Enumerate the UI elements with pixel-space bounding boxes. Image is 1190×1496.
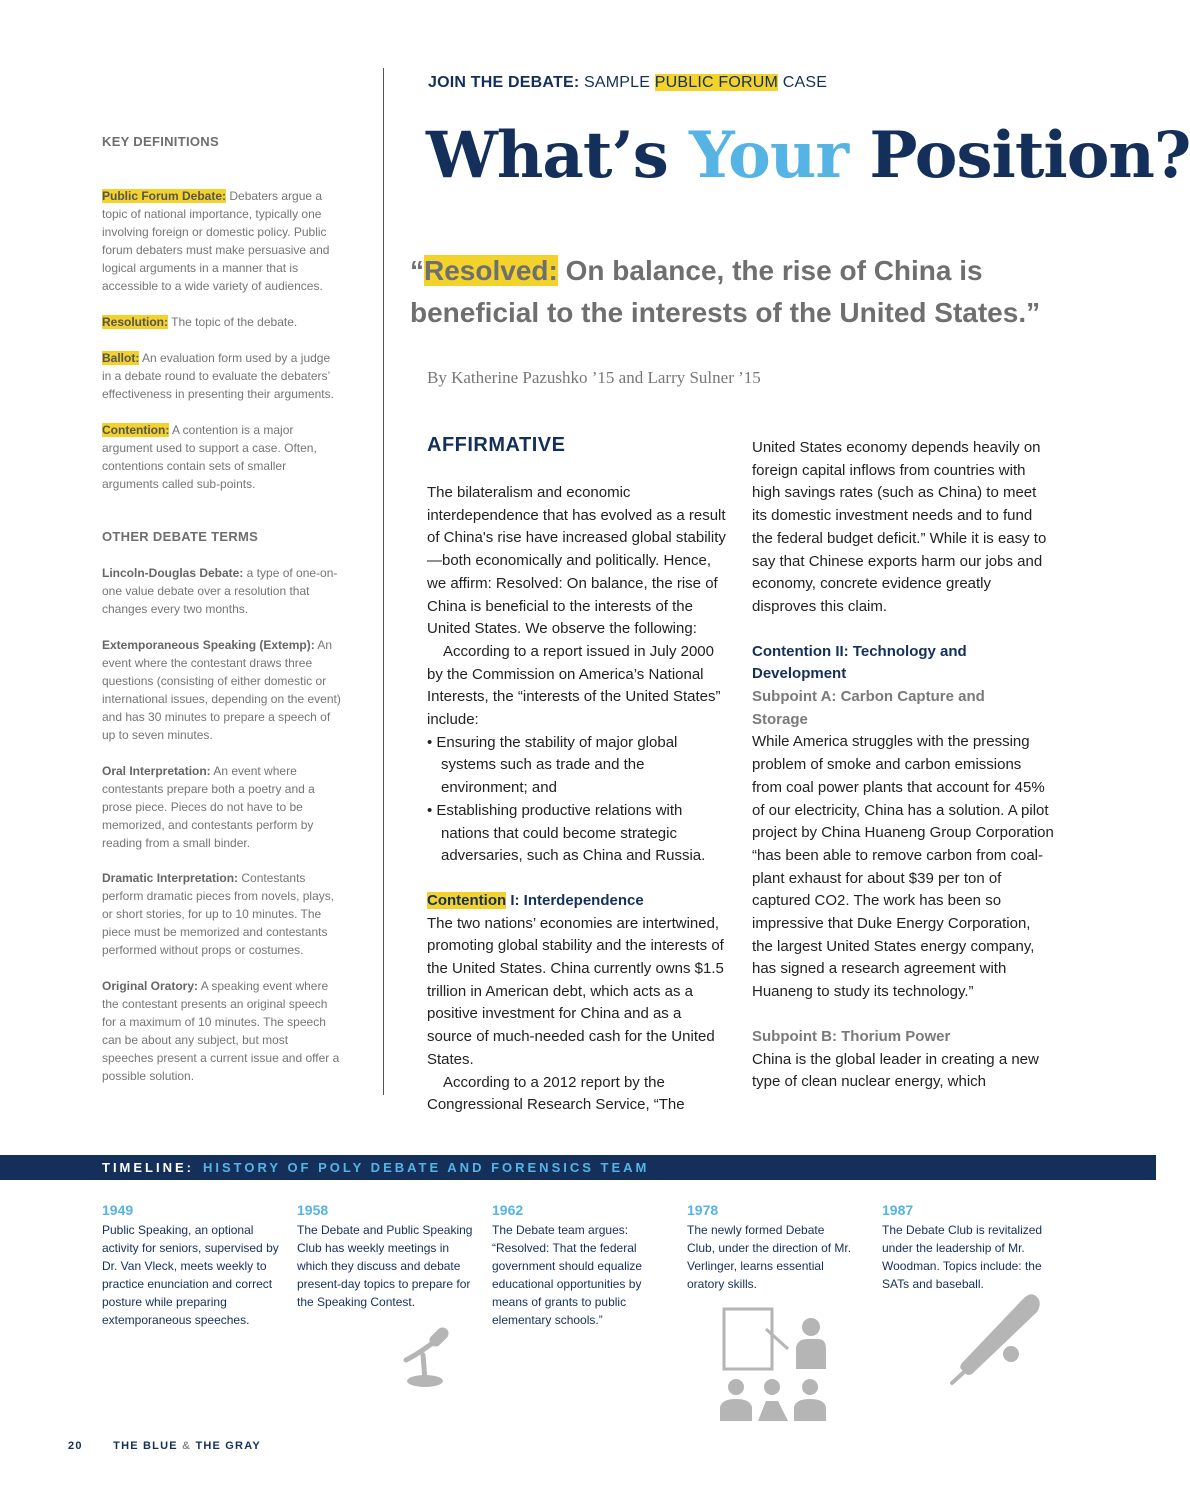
timeline-entry bbox=[297, 1202, 477, 1311]
affirmative-heading: AFFIRMATIVE bbox=[427, 434, 566, 456]
publication-name: THE BLUE & THE GRAY bbox=[113, 1440, 261, 1452]
term-oral-interpretation: Oral Interpretation: An event where contestants prepare both a poetry and a prose piece. Pieces do not have to be memorized, and contestants perform by reading from a small binder. bbox=[102, 764, 315, 850]
column-divider bbox=[383, 68, 384, 1095]
byline: By Katherine Pazushko ’15 and Larry Sulner ’15 bbox=[427, 368, 761, 387]
timeline-year: 1987 bbox=[882, 1202, 914, 1218]
paragraph: According to a 2012 report by the Congressional Research Service, “The bbox=[427, 1073, 685, 1114]
definition-ballot: Ballot: An evaluation form used by a judge in a debate round to evaluate the debaters’ effectiveness in presenting their arguments. bbox=[102, 351, 334, 401]
article-column-2 bbox=[752, 437, 1054, 1094]
timeline-text: The Debate and Public Speaking Club has weekly meetings in which they discuss and debate present-day topics to prepare for the Speaking Contest. bbox=[297, 1223, 473, 1309]
timeline-entry bbox=[492, 1202, 657, 1329]
paragraph: United States economy depends heavily on foreign capital inflows from countries with high savings rates (such as China) to meet its domestic investment needs and to fund the federal budget deficit.” While it is easy to say that Chinese exports harm our jobs and economy, concrete evidence greatly disproves this claim. bbox=[752, 439, 1047, 615]
timeline-entry bbox=[687, 1202, 852, 1293]
timeline-year: 1962 bbox=[492, 1202, 524, 1218]
subpoint-b-heading: Subpoint B: Thorium Power bbox=[752, 1027, 951, 1045]
paragraph: The bilateralism and economic interdependence that has evolved as a result of China's rise have increased global stability—both economically and politically. Hence, we affirm: Resolved: On balance, the rise of China is beneficial to the interests of the United States. We observe the following: bbox=[427, 484, 726, 638]
page-footer bbox=[68, 1440, 261, 1452]
section-kicker: JOIN THE DEBATE: SAMPLE PUBLIC FORUM CASE bbox=[428, 74, 828, 91]
timeline-bar bbox=[0, 1155, 1156, 1180]
list-item: • Establishing productive relations with nations that could become strategic adversaries, such as China and Russia. bbox=[427, 801, 706, 865]
term-original-oratory: Original Oratory: A speaking event where the contestant presents an original speech for a maximum of 10 minutes. The speech can be about any subject, but most speeches present a current issue and offer a possible solution. bbox=[102, 979, 340, 1083]
term-extemp: Extemporaneous Speaking (Extemp): An event where the contestant draws three questions (consisting of either domestic or international issues, depending on the event) and has 30 minutes to prepare a speech of up to seven minutes. bbox=[102, 638, 341, 742]
term-dramatic-interpretation: Dramatic Interpretation: Contestants perform dramatic pieces from novels, plays, or short stories, for up to 10 minutes. The piece must be memorized and contestants performed without props or costumes. bbox=[102, 871, 335, 957]
paragraph: While America struggles with the pressing problem of smoke and carbon emissions from coal power plants that account for 45% of our electricity, China has a solution. A pilot project by China Huaneng Group Corporation “has been able to remove carbon from coal-plant exhaust for about $39 per ton of captured CO2. The work has been so impressive that Duke Energy Corporation, the largest United States energy company, has signed a research agreement with Huaneng to study its technology.” bbox=[752, 733, 1054, 1001]
timeline-text: Public Speaking, an optional activity for seniors, supervised by Dr. Van Vleck, meets weekly to practice enunciation and correct posture while preparing extemporaneous speeches. bbox=[102, 1223, 279, 1327]
definition-public-forum: Public Forum Debate: Debaters argue a topic of national importance, typically one involving foreign or domestic policy. Public forum debaters must make persuasive and logical arguments in a manner that is accessible to a wide variety of audiences. bbox=[102, 189, 330, 293]
timeline-year: 1949 bbox=[102, 1202, 134, 1218]
contention-2-heading: Contention II: Technology and Development bbox=[752, 642, 967, 683]
timeline-year: 1958 bbox=[297, 1202, 329, 1218]
definition-resolution: Resolution: The topic of the debate. bbox=[102, 315, 298, 329]
paragraph: The two nations’ economies are intertwined, promoting global stability and the interests of the United States. China currently owns $1.5 trillion in American debt, which acts as a positive investment for China and as a source of much-needed cash for the United States. bbox=[427, 914, 724, 1068]
interests-list bbox=[427, 732, 729, 868]
paragraph: According to a report issued in July 2000 by the Commission on America’s National Interests, the “interests of the United States” include: bbox=[427, 642, 721, 729]
timeline-text: The Debate Club is revitalized under the leadership of Mr. Woodman. Topics include: the SATs and baseball. bbox=[882, 1223, 1043, 1291]
term-lincoln-douglas: Lincoln-Douglas Debate: a type of one-on-one value debate over a resolution that changes every two months. bbox=[102, 566, 338, 616]
other-terms-heading: OTHER DEBATE TERMS bbox=[102, 529, 259, 544]
timeline-year: 1978 bbox=[687, 1202, 719, 1218]
key-definitions-heading: KEY DEFINITIONS bbox=[102, 134, 219, 149]
page-title: What’s Your Position? bbox=[426, 118, 1190, 193]
article-column-1 bbox=[427, 482, 729, 1117]
list-item: • Ensuring the stability of major global systems such as trade and the environment; and bbox=[427, 733, 678, 797]
timeline-entry bbox=[102, 1202, 282, 1329]
page-number: 20 bbox=[68, 1440, 83, 1452]
timeline-text: The newly formed Debate Club, under the direction of Mr. Verlinger, learns essential oratory skills. bbox=[687, 1223, 852, 1291]
timeline-entry bbox=[882, 1202, 1052, 1293]
timeline-text: The Debate team argues: “Resolved: That the federal government should equalize educational opportunities by means of grants to public elementary schools.” bbox=[492, 1223, 643, 1327]
timeline-label: TIMELINE: bbox=[102, 1160, 194, 1175]
paragraph: China is the global leader in creating a new type of clean nuclear energy, which bbox=[752, 1050, 1039, 1091]
classroom-icon bbox=[716, 1305, 832, 1425]
definition-contention: Contention: A contention is a major argument used to support a case. Often, contentions contain sets of smaller arguments called sub-points. bbox=[102, 423, 317, 491]
timeline-title: HISTORY OF POLY DEBATE AND FORENSICS TEAM bbox=[203, 1160, 650, 1175]
resolution-quote: “Resolved: On balance, the rise of China is beneficial to the interests of the United States.” bbox=[410, 255, 1041, 328]
contention-1-heading: Contention I: Interdependence bbox=[427, 891, 644, 909]
baseball-bat-icon bbox=[944, 1290, 1044, 1386]
microphone-icon bbox=[396, 1322, 460, 1390]
subpoint-a-heading: Subpoint A: Carbon Capture and Storage bbox=[752, 688, 985, 728]
